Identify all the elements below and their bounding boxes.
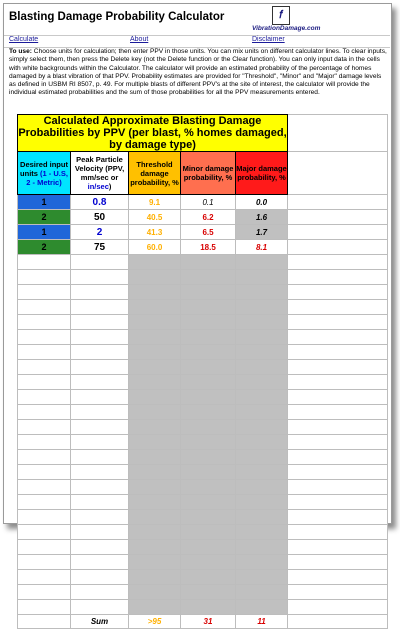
instructions-body: Choose units for calculation; then enter PPV in those units. You can mix units on different calculator lines. To clear inputs, simply select them, then press the Delete key (not the Delete function or the Clear function). You can only input data in the cells with white backgrounds within the Calculator. The calculator will provide an estimated probability of the percentage of homes damaged by a blast vibration of that PPV. Probability estimates are provided for "Threshold", "Minor" and "Major" damage levels as defined in USBM RI 8507, p. 49. For multiple blasts of different PPV's at the site of interest, the calculator will provide the individual estimated probabilities and the sum of those probabilities for all the PPV measurements entered.: [9, 48, 387, 97]
unit-input[interactable]: [18, 435, 71, 450]
spare-cell: [288, 255, 388, 270]
ppv-input[interactable]: [71, 480, 129, 495]
minor-value: [181, 300, 236, 315]
empty-row: [18, 540, 388, 555]
spare-cell: [288, 375, 388, 390]
spare-cell: [288, 570, 388, 585]
spare-cell: [288, 525, 388, 540]
ppv-input[interactable]: [71, 600, 129, 615]
major-value: [236, 405, 288, 420]
threshold-value: [129, 420, 181, 435]
threshold-value: [129, 375, 181, 390]
threshold-value: [129, 270, 181, 285]
empty-row: [18, 405, 388, 420]
major-value: [236, 585, 288, 600]
empty-row: [18, 300, 388, 315]
minor-value: [181, 555, 236, 570]
unit-input[interactable]: [18, 330, 71, 345]
spare-cell: [288, 270, 388, 285]
threshold-value: [129, 360, 181, 375]
empty-row: [18, 255, 388, 270]
empty-row: [18, 480, 388, 495]
major-value: [236, 435, 288, 450]
minor-value: [181, 480, 236, 495]
table-row: [18, 240, 388, 255]
col-header-major: Major damage probability, %: [236, 152, 288, 195]
unit-input[interactable]: [18, 480, 71, 495]
spare-cell: [288, 435, 388, 450]
threshold-value: 41.3: [129, 225, 181, 240]
threshold-value: [129, 435, 181, 450]
major-value: [236, 465, 288, 480]
empty-row: [18, 600, 388, 615]
major-value: [236, 480, 288, 495]
sum-label: Sum: [71, 615, 129, 629]
empty-row: [18, 585, 388, 600]
empty-row: [18, 420, 388, 435]
logo-brand-text: VibrationDamage.com: [252, 25, 321, 32]
calculator-table: [17, 114, 388, 629]
ppv-input[interactable]: [71, 300, 129, 315]
spare-cell: [288, 465, 388, 480]
disclaimer-link[interactable]: Disclaimer: [252, 36, 285, 43]
threshold-value: [129, 330, 181, 345]
threshold-value: [129, 315, 181, 330]
sum-minor: 31: [181, 615, 236, 629]
calculate-link[interactable]: Calculate: [9, 36, 39, 43]
major-value: [236, 375, 288, 390]
empty-row: [18, 345, 388, 360]
instructions-text: [9, 48, 387, 98]
minor-value: [181, 255, 236, 270]
ppv-input[interactable]: [71, 540, 129, 555]
minor-value: 6.5: [181, 225, 236, 240]
threshold-value: 40.5: [129, 210, 181, 225]
ppv-input[interactable]: 50: [71, 210, 129, 225]
spare-cell: [288, 345, 388, 360]
spare-cell: [288, 390, 388, 405]
page-title: Blasting Damage Probability Calculator: [9, 11, 225, 23]
minor-value: 6.2: [181, 210, 236, 225]
unit-input[interactable]: [18, 555, 71, 570]
spare-cell: [288, 300, 388, 315]
spare-cell: [288, 285, 388, 300]
ppv-input[interactable]: [71, 555, 129, 570]
empty-row: [18, 525, 388, 540]
spare-cell: [288, 540, 388, 555]
unit-input[interactable]: [18, 585, 71, 600]
major-value: [236, 285, 288, 300]
minor-value: [181, 450, 236, 465]
spare-cell: [288, 600, 388, 615]
ppv-input[interactable]: [71, 495, 129, 510]
ppv-input[interactable]: [71, 465, 129, 480]
threshold-value: [129, 540, 181, 555]
major-value: 0.0: [236, 195, 288, 210]
unit-input[interactable]: 1: [18, 195, 71, 210]
unit-input[interactable]: [18, 495, 71, 510]
threshold-value: [129, 255, 181, 270]
major-value: [236, 540, 288, 555]
minor-value: [181, 420, 236, 435]
threshold-value: [129, 450, 181, 465]
minor-value: [181, 510, 236, 525]
ppv-input[interactable]: 0.8: [71, 195, 129, 210]
unit-input[interactable]: [18, 420, 71, 435]
major-value: [236, 315, 288, 330]
empty-row: [18, 465, 388, 480]
spare-cell: [288, 360, 388, 375]
ppv-input[interactable]: [71, 255, 129, 270]
spare-cell: [288, 585, 388, 600]
spare-cell: [288, 510, 388, 525]
major-value: [236, 555, 288, 570]
unit-input[interactable]: [18, 360, 71, 375]
ppv-input[interactable]: [71, 270, 129, 285]
ppv-input[interactable]: [71, 345, 129, 360]
empty-row: [18, 495, 388, 510]
ppv-input[interactable]: [71, 525, 129, 540]
major-value: [236, 420, 288, 435]
unit-input[interactable]: [18, 375, 71, 390]
ppv-input[interactable]: [71, 420, 129, 435]
spare-cell: [288, 450, 388, 465]
major-value: [236, 600, 288, 615]
unit-input[interactable]: [18, 405, 71, 420]
minor-value: [181, 375, 236, 390]
empty-row: [18, 510, 388, 525]
spare-cell: [288, 405, 388, 420]
minor-value: [181, 285, 236, 300]
unit-input[interactable]: [18, 600, 71, 615]
threshold-value: [129, 390, 181, 405]
unit-input[interactable]: [18, 270, 71, 285]
unit-input[interactable]: [18, 510, 71, 525]
major-value: [236, 255, 288, 270]
minor-value: [181, 390, 236, 405]
logo-mark-icon: 𝑓: [272, 6, 290, 25]
threshold-value: [129, 285, 181, 300]
sum-major: 11: [236, 615, 288, 629]
unit-input[interactable]: [18, 450, 71, 465]
ppv-input[interactable]: [71, 585, 129, 600]
unit-input[interactable]: [18, 315, 71, 330]
unit-input[interactable]: [18, 525, 71, 540]
ppv-input[interactable]: [71, 330, 129, 345]
threshold-value: [129, 405, 181, 420]
threshold-value: [129, 585, 181, 600]
minor-value: [181, 330, 236, 345]
major-value: [236, 525, 288, 540]
minor-value: [181, 270, 236, 285]
minor-value: 18.5: [181, 240, 236, 255]
ppv-input[interactable]: [71, 450, 129, 465]
minor-value: [181, 405, 236, 420]
ppv-input[interactable]: [71, 570, 129, 585]
spare-cell: [288, 480, 388, 495]
unit-input[interactable]: 2: [18, 210, 71, 225]
major-value: [236, 495, 288, 510]
major-value: [236, 330, 288, 345]
minor-value: [181, 585, 236, 600]
empty-row: [18, 555, 388, 570]
nav-links: [4, 35, 390, 48]
threshold-value: [129, 480, 181, 495]
ppv-input[interactable]: 75: [71, 240, 129, 255]
empty-row: [18, 570, 388, 585]
unit-input[interactable]: [18, 300, 71, 315]
major-value: [236, 450, 288, 465]
unit-input[interactable]: [18, 255, 71, 270]
minor-value: [181, 345, 236, 360]
major-value: [236, 360, 288, 375]
table-row: [18, 210, 388, 225]
major-value: [236, 570, 288, 585]
threshold-value: [129, 555, 181, 570]
threshold-value: [129, 345, 181, 360]
threshold-value: 9.1: [129, 195, 181, 210]
minor-value: [181, 435, 236, 450]
empty-row: [18, 450, 388, 465]
minor-value: 0.1: [181, 195, 236, 210]
table-row: [18, 225, 388, 240]
minor-value: [181, 465, 236, 480]
empty-row: [18, 390, 388, 405]
minor-value: [181, 570, 236, 585]
sum-row: [18, 615, 388, 629]
sum-threshold: >95: [129, 615, 181, 629]
about-link[interactable]: About: [130, 36, 149, 43]
unit-input[interactable]: [18, 390, 71, 405]
minor-value: [181, 315, 236, 330]
major-value: [236, 300, 288, 315]
empty-row: [18, 330, 388, 345]
spare-cell: [288, 420, 388, 435]
unit-input[interactable]: [18, 285, 71, 300]
major-value: [236, 390, 288, 405]
unit-input[interactable]: [18, 345, 71, 360]
empty-row: [18, 315, 388, 330]
spare-cell: [288, 555, 388, 570]
table-heading: Calculated Approximate Blasting Damage Probabilities by PPV (per blast, % homes damaged, by damage type): [18, 115, 287, 151]
major-value: [236, 510, 288, 525]
major-value: [236, 270, 288, 285]
ppv-input[interactable]: [71, 375, 129, 390]
col-header-ppv: Peak Particle Velocity (PPV, mm/sec or in/sec): [71, 152, 129, 195]
unit-input[interactable]: [18, 570, 71, 585]
threshold-value: [129, 525, 181, 540]
spare-cell: [288, 495, 388, 510]
instructions-lead: To use:: [9, 48, 32, 55]
site-logo[interactable]: [252, 6, 342, 34]
ppv-input[interactable]: [71, 510, 129, 525]
ppv-input[interactable]: [71, 360, 129, 375]
unit-input[interactable]: 1: [18, 225, 71, 240]
unit-input[interactable]: [18, 540, 71, 555]
threshold-value: [129, 300, 181, 315]
ppv-input[interactable]: [71, 405, 129, 420]
ppv-input[interactable]: [71, 435, 129, 450]
threshold-value: 60.0: [129, 240, 181, 255]
minor-value: [181, 540, 236, 555]
minor-value: [181, 525, 236, 540]
unit-input[interactable]: [18, 465, 71, 480]
ppv-input[interactable]: [71, 285, 129, 300]
empty-row: [18, 270, 388, 285]
empty-row: [18, 285, 388, 300]
minor-value: [181, 360, 236, 375]
major-value: 1.6: [236, 210, 288, 225]
ppv-input[interactable]: 2: [71, 225, 129, 240]
spare-cell: [288, 315, 388, 330]
empty-row: [18, 435, 388, 450]
empty-row: [18, 375, 388, 390]
major-value: 8.1: [236, 240, 288, 255]
table-row: [18, 195, 388, 210]
unit-input[interactable]: 2: [18, 240, 71, 255]
threshold-value: [129, 510, 181, 525]
col-header-threshold: Threshold damage probability, %: [129, 152, 181, 195]
calculator-sheet: [3, 3, 392, 626]
threshold-value: [129, 465, 181, 480]
spare-cell: [288, 330, 388, 345]
threshold-value: [129, 600, 181, 615]
empty-row: [18, 360, 388, 375]
threshold-value: [129, 570, 181, 585]
col-header-units: Desired input units (1 - U.S, 2 - Metric): [18, 152, 71, 195]
minor-value: [181, 495, 236, 510]
ppv-input[interactable]: [71, 315, 129, 330]
col-header-minor: Minor damage probability, %: [181, 152, 236, 195]
threshold-value: [129, 495, 181, 510]
major-value: 1.7: [236, 225, 288, 240]
ppv-input[interactable]: [71, 390, 129, 405]
major-value: [236, 345, 288, 360]
minor-value: [181, 600, 236, 615]
